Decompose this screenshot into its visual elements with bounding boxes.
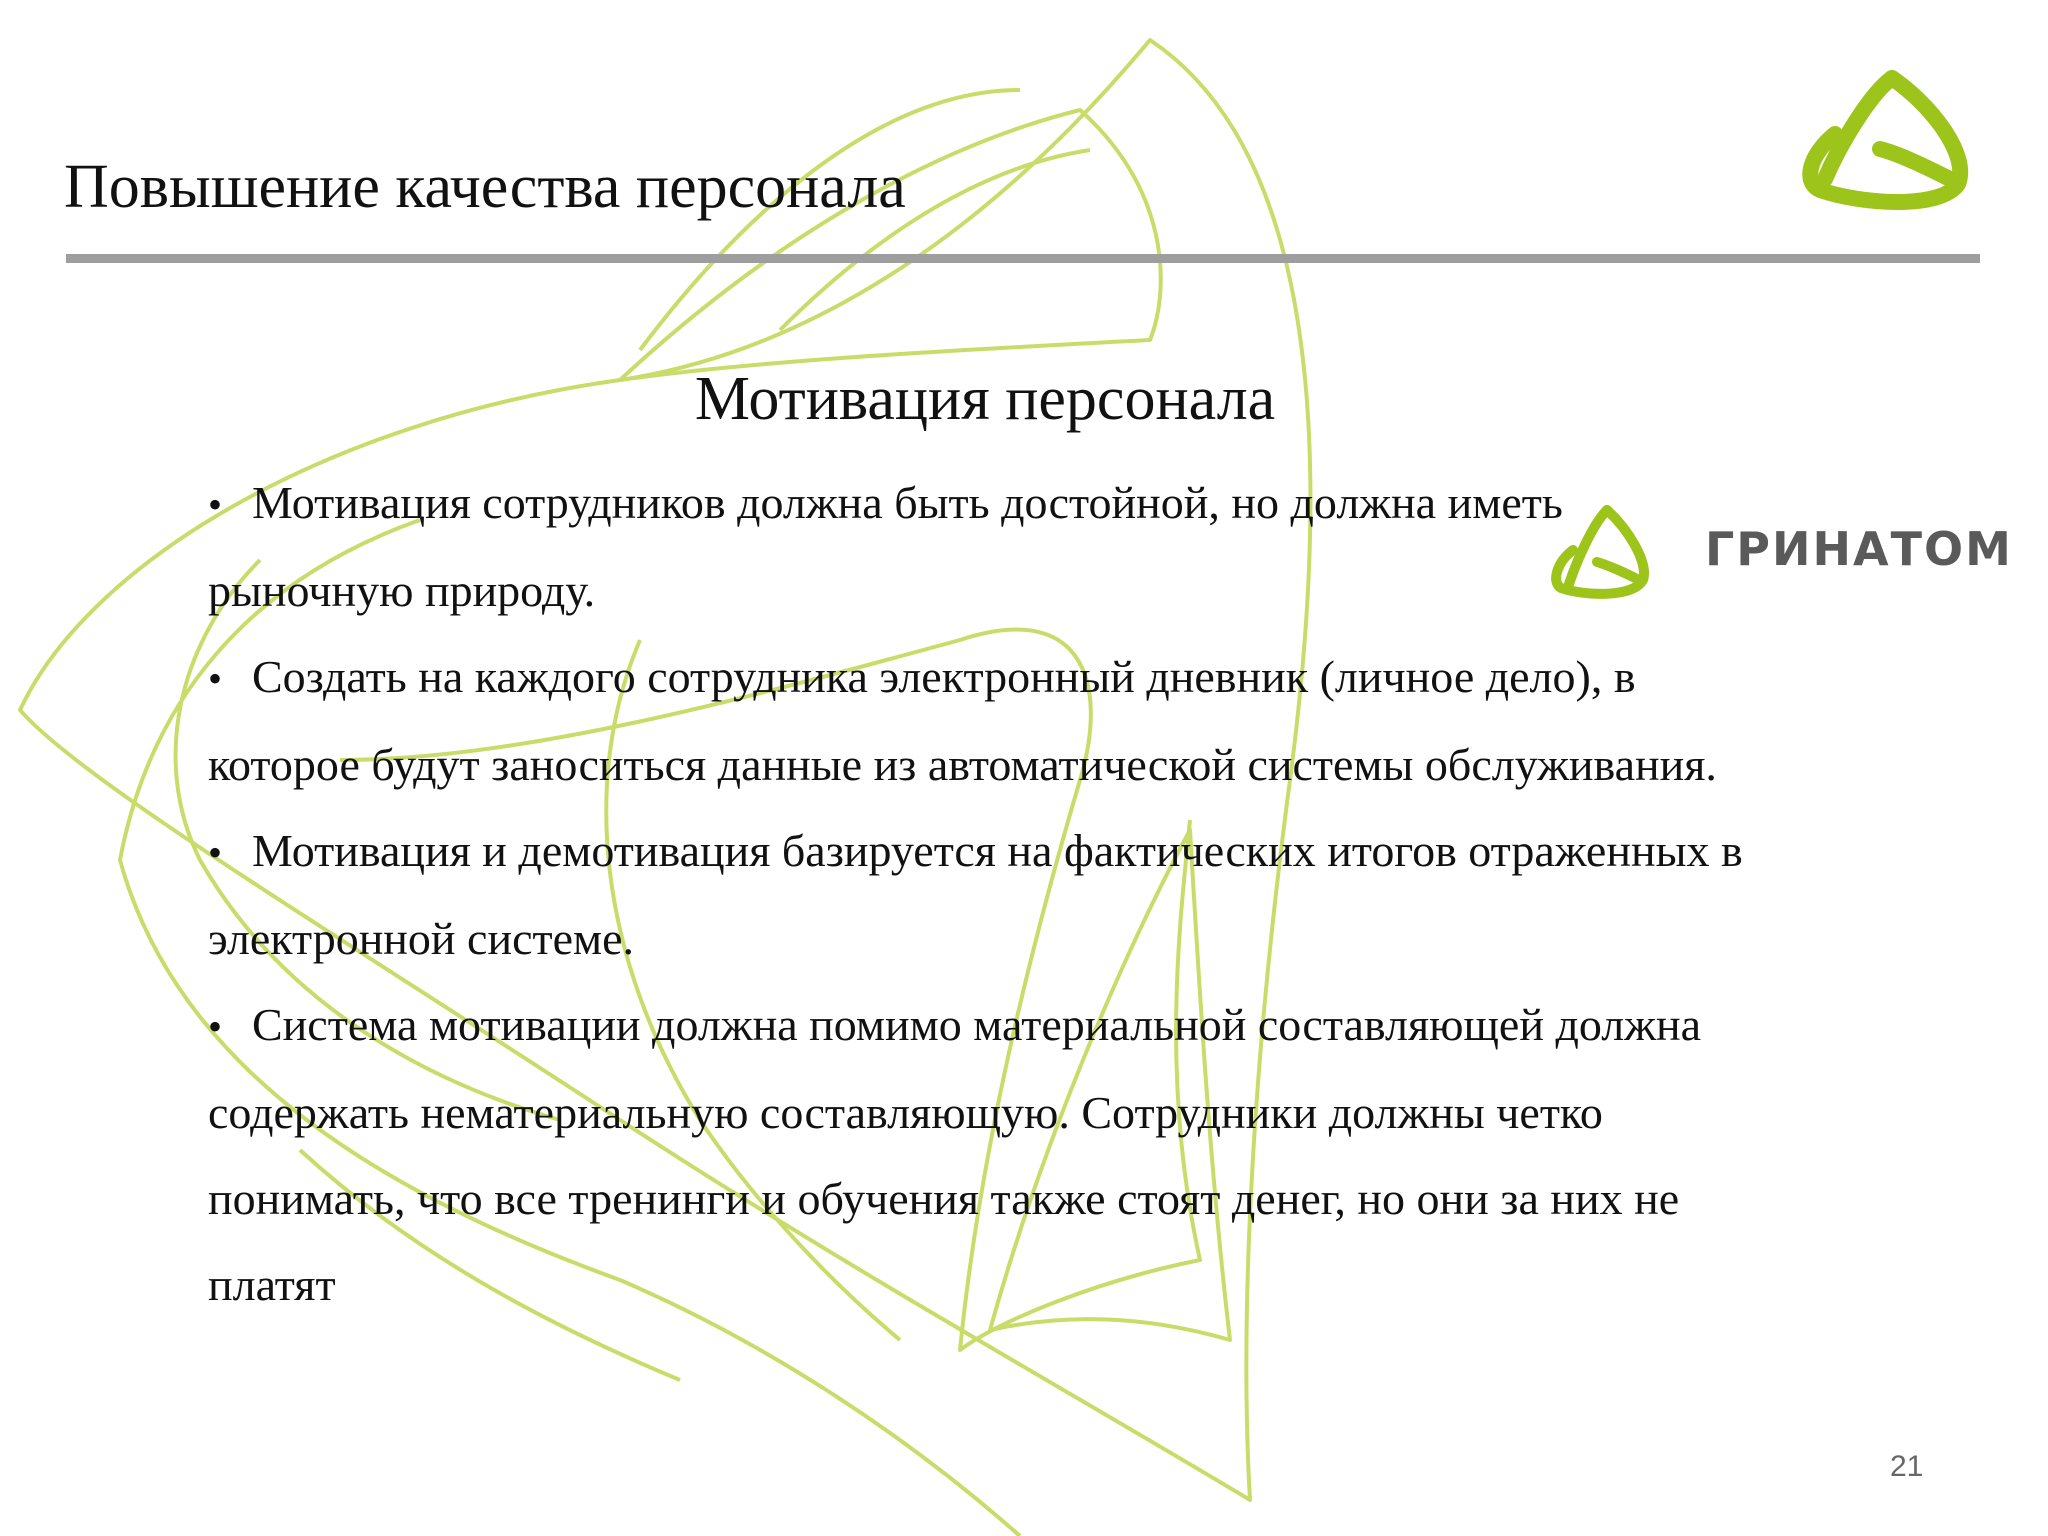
bullet-text: Мотивация и демотивация базируется на фактических итогов отраженных в электронной системе. [208, 825, 1743, 964]
bullet-item [208, 982, 1768, 1328]
company-logo [1780, 34, 1990, 244]
page-title: Повышение качества персонала [64, 153, 906, 221]
bullet-marker: • [208, 830, 223, 875]
bullet-item [208, 460, 1768, 634]
bullet-marker: • [208, 656, 223, 701]
triangular-orbit-logo-icon [1780, 34, 1990, 244]
title-divider [66, 254, 1980, 263]
bullet-text: Система мотивации должна помимо материальной составляющей должна содержать нематериальную составляющую. Сотрудники должны четко понимать, что все тренинги и обучения также стоят денег, но они за них не платят [208, 999, 1702, 1310]
bullet-marker: • [208, 1004, 223, 1049]
bullet-item [208, 634, 1768, 808]
section-subtitle: Мотивация персонала [694, 365, 1276, 433]
bullet-list [208, 460, 1768, 1328]
page-number: 21 [1890, 1450, 1924, 1483]
bullet-text: Мотивация сотрудников должна быть достойной, но должна иметь рыночную природу. [208, 477, 1563, 616]
bullet-text: Создать на каждого сотрудника электронный дневник (личное дело), в которое будут заноситься данные из автоматической системы обслуживания. [208, 651, 1717, 790]
brand-name: ГРИНАТОМ [1705, 522, 2013, 576]
bullet-item [208, 808, 1768, 982]
bullet-marker: • [208, 482, 223, 527]
